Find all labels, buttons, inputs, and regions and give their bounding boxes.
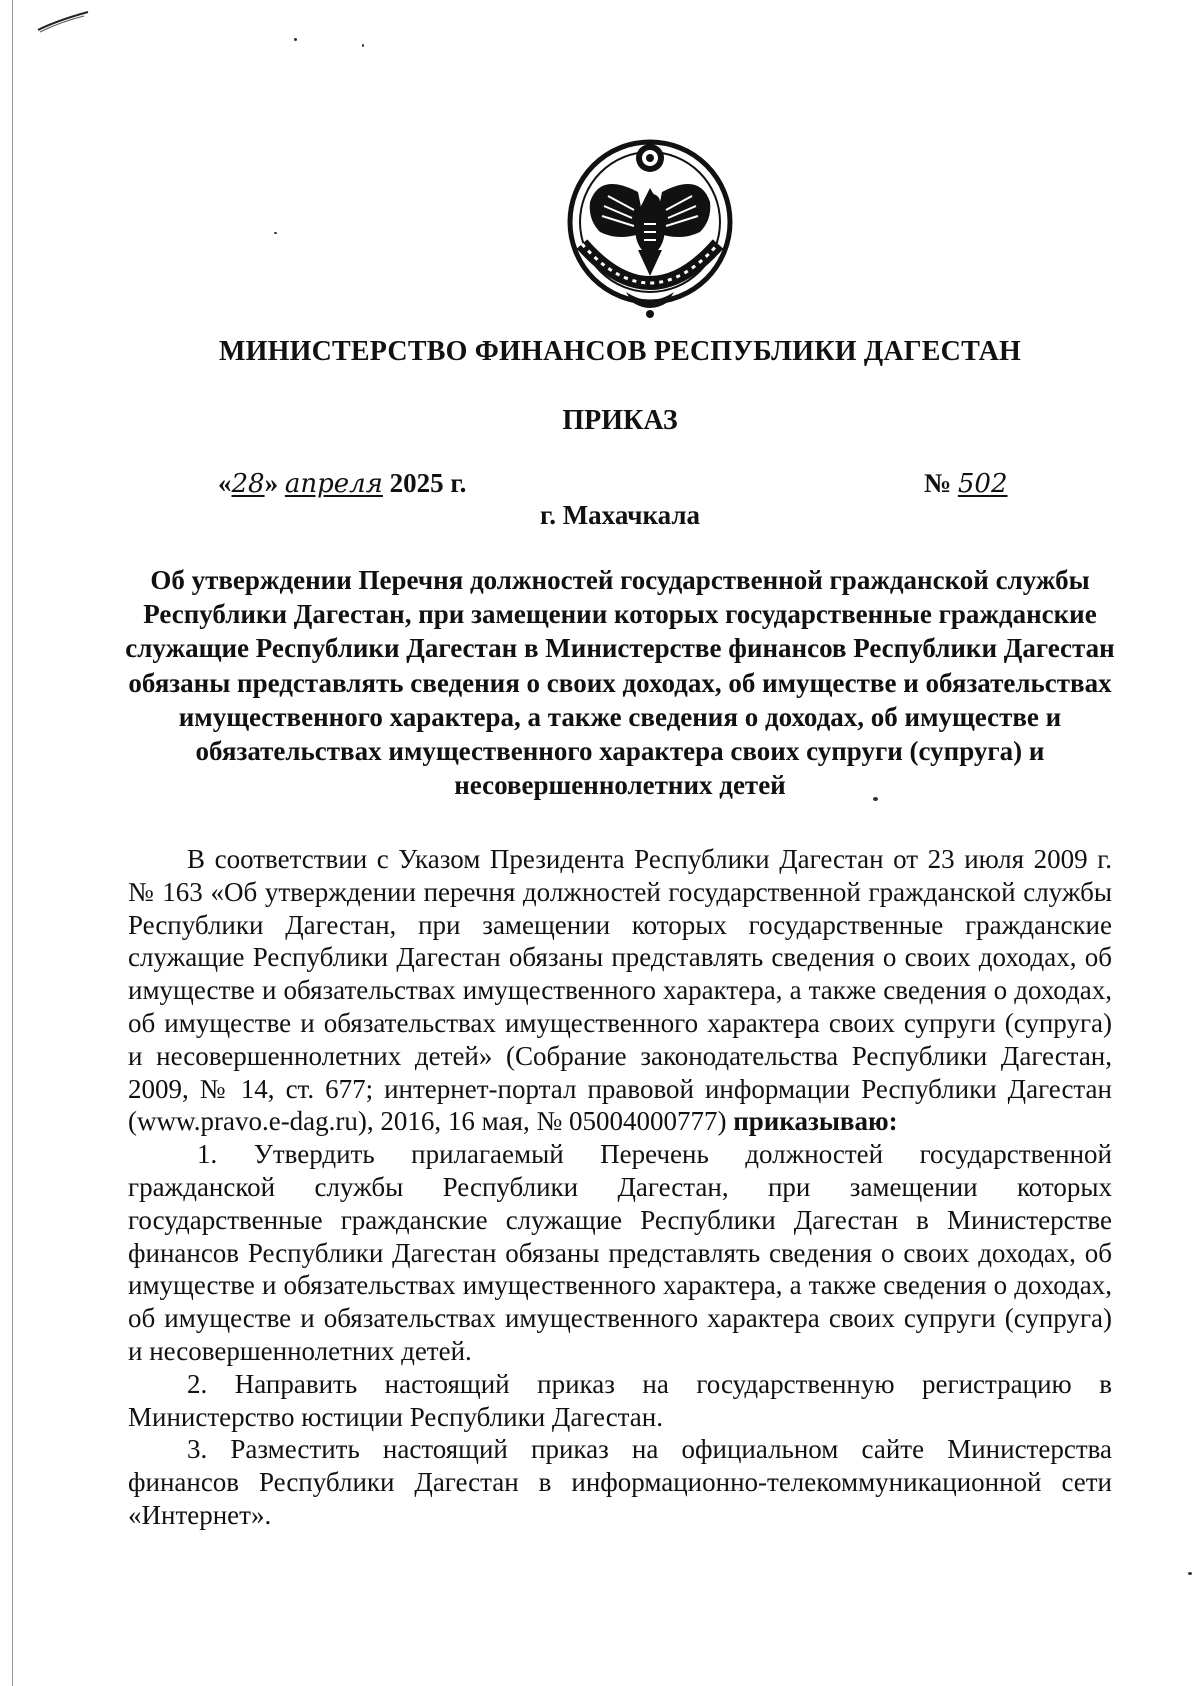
order-number	[924, 468, 1008, 499]
scan-edge-line	[12, 0, 13, 1686]
date-day-handwritten: 28	[231, 469, 265, 499]
preamble-paragraph	[128, 843, 1112, 1138]
date-year: 2025 г.	[382, 468, 467, 498]
order-item-1: 1. Утвердить прилагаемый Перечень должностей государственной гражданской службы Республики Дагестан, при замещении которых государственные гражданские служащие Республики Дагестан в Министерстве финансов Республики Дагестан обязаны представлять сведения о своих доходах, об имуществе и обязательствах имущественного характера, а также сведения о доходах, об имуществе и обязательствах имущественного характера своих супруги (супруга) и несовершеннолетних детей.	[128, 1139, 1112, 1366]
scan-speck	[274, 232, 277, 234]
number-value-handwritten: 502	[957, 469, 1008, 499]
order-item-2: 2. Направить настоящий приказ на государственную регистрацию в Министерство юстиции Республики Дагестан.	[128, 1368, 1112, 1432]
date-month-handwritten: апреля	[284, 469, 383, 499]
scan-speck	[362, 44, 364, 47]
document-type: ПРИКАЗ	[562, 405, 678, 436]
scan-speck	[294, 38, 297, 41]
date-open-quote: «	[218, 468, 232, 498]
document-title: Об утверждении Перечня должностей государственной гражданской службы Республики Дагестан, при замещении которых государственные гражданские служащие Республики Дагестан в Министерстве финансов Республики Дагестан обязаны представлять сведения о своих доходах, об имуществе и обязательствах имущественного характера, а также сведения о доходах, об имуществе и обязательствах имущественного характера своих супруги (супруга) и несовершеннолетних детей	[125, 565, 1115, 801]
order-word: приказываю:	[733, 1106, 898, 1137]
ministry-name: МИНИСТЕРСТВО ФИНАНСОВ РЕСПУБЛИКИ ДАГЕСТАН	[219, 336, 1021, 367]
corner-pen-stroke-icon	[36, 8, 96, 38]
date-close-quote: »	[264, 468, 279, 498]
city: г. Махачкала	[539, 500, 701, 530]
preamble-text: В соответствии с Указом Президента Республики Дагестан от 23 июля 2009 г. № 163 «Об утверждении перечня должностей государственной гражданской службы Республики Дагестан, при замещении которых государственные гражданские служащие Республики Дагестан обязаны представлять сведения о своих доходах, об имуществе и обязательствах имущественного характера, а также сведения о доходах, об имуществе и обязательствах имущественного характера своих супруги (супруга) и несовершеннолетних детей» (Собрание законодательства Республики Дагестан, 2009, № 14, ст. 677; интернет-портал правовой информации Республики Дагестан (www.pravo.e-dag.ru), 2016, 16 мая, № 05004000777)	[128, 844, 1112, 1137]
scan-speck	[1188, 1572, 1192, 1575]
document-body	[128, 843, 1112, 1532]
order-date	[218, 468, 466, 499]
order-item-3: 3. Разместить настоящий приказ на официальном сайте Министерства финансов Республики Дагестан в информационно-телекоммуникационной сети «Интернет».	[128, 1434, 1112, 1530]
coat-of-arms-icon	[560, 132, 740, 322]
number-prefix: №	[924, 468, 958, 498]
